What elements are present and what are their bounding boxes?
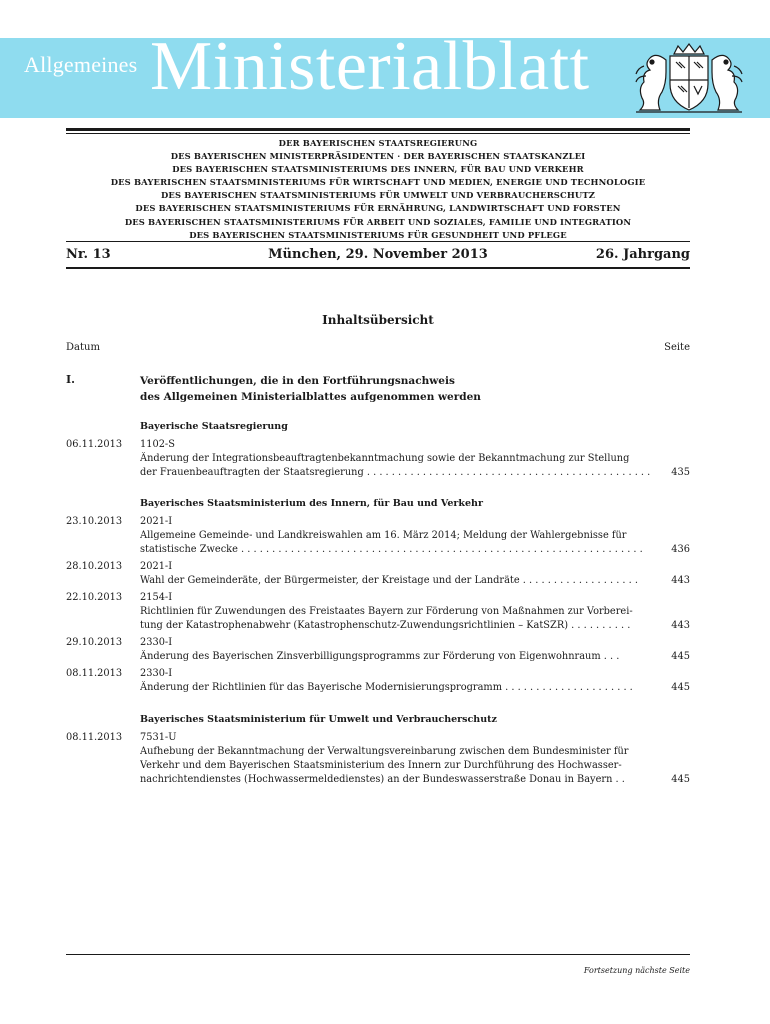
entry-body	[140, 636, 656, 664]
entry-date: 23.10.2013	[66, 516, 123, 527]
entry-line: statistische Zwecke . . . . . . . . . . . . . . . . . . . . . . . . . . . . . . . . . . . . . . . . . . . . . . . . . . . . . . . . . . . . . . . . .	[140, 544, 643, 555]
issue-date: München, 29. November 2013	[268, 247, 488, 262]
entry-line: Allgemeine Gemeinde- und Landkreiswahlen am 16. März 2014; Meldung der Wahlergebnisse für	[140, 530, 627, 541]
entry-page: 445	[671, 774, 690, 785]
entry-line: Aufhebung der Bekanntmachung der Verwaltungsvereinbarung zwischen dem Bundesminister für	[140, 746, 629, 757]
entry-date: 28.10.2013	[66, 561, 123, 572]
date-column-header: Datum	[66, 342, 100, 353]
ministry-line: DES BAYERISCHEN MINISTERPRÄSIDENTEN · DER BAYERISCHEN STAATSKANZLEI	[170, 151, 586, 162]
issue-volume: 26. Jahrgang	[595, 247, 690, 262]
entry-body	[140, 438, 656, 480]
group-heading: Bayerisches Staatsministerium für Umwelt und Verbraucherschutz	[140, 714, 497, 725]
entry-date: 06.11.2013	[66, 439, 123, 450]
ministry-line: DES BAYERISCHEN STAATSMINISTERIUMS FÜR ARBEIT UND SOZIALES, FAMILIE UND INTEGRATION	[124, 216, 632, 227]
bavarian-coat-of-arms-icon	[630, 42, 748, 116]
toc-entry[interactable]	[66, 515, 690, 559]
ministry-line: DES BAYERISCHEN STAATSMINISTERIUMS FÜR GESUNDHEIT UND PFLEGE	[189, 229, 567, 240]
entry-line: 2154-I	[140, 592, 173, 603]
entry-line: 2021-I	[140, 561, 173, 572]
issue-rule-thick	[66, 267, 690, 269]
entry-page: 436	[671, 544, 690, 555]
ministry-line: DES BAYERISCHEN STAATSMINISTERIUMS FÜR UMWELT UND VERBRAUCHERSCHUTZ	[161, 190, 595, 201]
ministries-list	[66, 137, 690, 242]
ministry-line: DER BAYERISCHEN STAATSREGIERUNG	[278, 138, 478, 148]
top-rule-thin	[66, 133, 690, 134]
entry-date: 22.10.2013	[66, 592, 123, 603]
entry-date: 08.11.2013	[66, 732, 123, 743]
entry-line: tung der Katastrophenabwehr (Katastrophenschutz-Zuwendungsrichtlinien – KatSZR) . . . . . . . . . .	[140, 620, 631, 631]
entry-line: 2330-I	[140, 668, 173, 679]
entry-page: 435	[671, 467, 690, 478]
ministry-line: DES BAYERISCHEN STAATSMINISTERIUMS DES INNERN, FÜR BAU UND VERKEHR	[172, 164, 584, 175]
entry-body	[140, 560, 656, 588]
entry-body	[140, 515, 656, 557]
entry-date: 08.11.2013	[66, 668, 123, 679]
group-heading: Bayerisches Staatsministerium des Innern, für Bau und Verkehr	[140, 498, 483, 509]
toc-entry[interactable]	[66, 667, 690, 697]
toc-entry[interactable]	[66, 636, 690, 666]
header-rule-thin	[66, 241, 690, 242]
entry-line: Richtlinien für Zuwendungen des Freistaates Bayern zur Förderung von Maßnahmen zur Vorberei-	[140, 606, 633, 617]
entry-line: 1102-S	[140, 439, 175, 450]
section-number: I.	[66, 373, 75, 386]
entry-line: Änderung der Richtlinien für das Bayerische Modernisierungsprogramm . . . . . . . . . . . . . . . . . . . . .	[140, 682, 633, 693]
entry-page: 445	[671, 682, 690, 693]
entry-line: 2330-I	[140, 637, 173, 648]
footer-rule	[66, 954, 690, 955]
issue-info-row	[66, 247, 690, 267]
entry-line: der Frauenbeauftragten der Staatsregierung . . . . . . . . . . . . . . . . . . . . . . . . . . . . . . . . . . . . . . . . . . . . . .	[140, 467, 651, 478]
issue-number: Nr. 13	[66, 247, 111, 262]
entry-line: Verkehr und dem Bayerischen Staatsministerium des Innern zur Durchführung des Hochwasser-	[140, 760, 622, 771]
toc-entry[interactable]	[66, 560, 690, 590]
entry-line: nachrichtendienstes (Hochwassermeldedienstes) an der Bundeswasserstraße Donau in Bayern . .	[140, 774, 625, 785]
entry-line: Wahl der Gemeinderäte, der Bürgermeister, der Kreistage und der Landräte . . . . . . . . . . . . . . . . . . .	[140, 575, 639, 586]
entry-page: 445	[671, 651, 690, 662]
toc-entry[interactable]	[66, 731, 690, 789]
entry-line: 7531-U	[140, 732, 177, 743]
section-title	[140, 373, 481, 405]
entry-line: Änderung der Integrationsbeauftragtenbekanntmachung sowie der Bekanntmachung zur Stellung	[140, 453, 630, 464]
ministry-line: DES BAYERISCHEN STAATSMINISTERIUMS FÜR ERNÄHRUNG, LANDWIRTSCHAFT UND FORSTEN	[135, 203, 621, 214]
continuation-note: Fortsetzung nächste Seite	[583, 966, 690, 975]
ministry-line: DES BAYERISCHEN STAATSMINISTERIUMS FÜR WIRTSCHAFT UND MEDIEN, ENERGIE UND TECHNOLOGIE	[110, 177, 646, 188]
group-heading: Bayerische Staatsregierung	[140, 421, 288, 432]
entry-body	[140, 667, 656, 695]
section-title-line: des Allgemeinen Ministerialblattes aufgenommen werden	[140, 391, 481, 403]
entry-line: 2021-I	[140, 516, 173, 527]
page-column-header: Seite	[664, 342, 690, 353]
entry-date: 29.10.2013	[66, 637, 123, 648]
masthead-small-title: Allgemeines	[24, 52, 138, 77]
entry-body	[140, 591, 656, 633]
entry-line: Änderung des Bayerischen Zinsverbilligungsprogramms zur Förderung von Eigenwohnraum . . .	[140, 651, 620, 662]
entry-page: 443	[671, 575, 690, 586]
toc-entry[interactable]	[66, 438, 690, 482]
masthead-big-title: Ministerialblatt	[150, 28, 590, 105]
top-rule-thick	[66, 128, 690, 131]
masthead-banner	[0, 28, 770, 118]
section-title-line: Veröffentlichungen, die in den Fortführungsnachweis	[140, 375, 455, 387]
entry-body	[140, 731, 656, 787]
toc-entry[interactable]	[66, 591, 690, 635]
entry-page: 443	[671, 620, 690, 631]
toc-title: Inhaltsübersicht	[322, 313, 434, 327]
